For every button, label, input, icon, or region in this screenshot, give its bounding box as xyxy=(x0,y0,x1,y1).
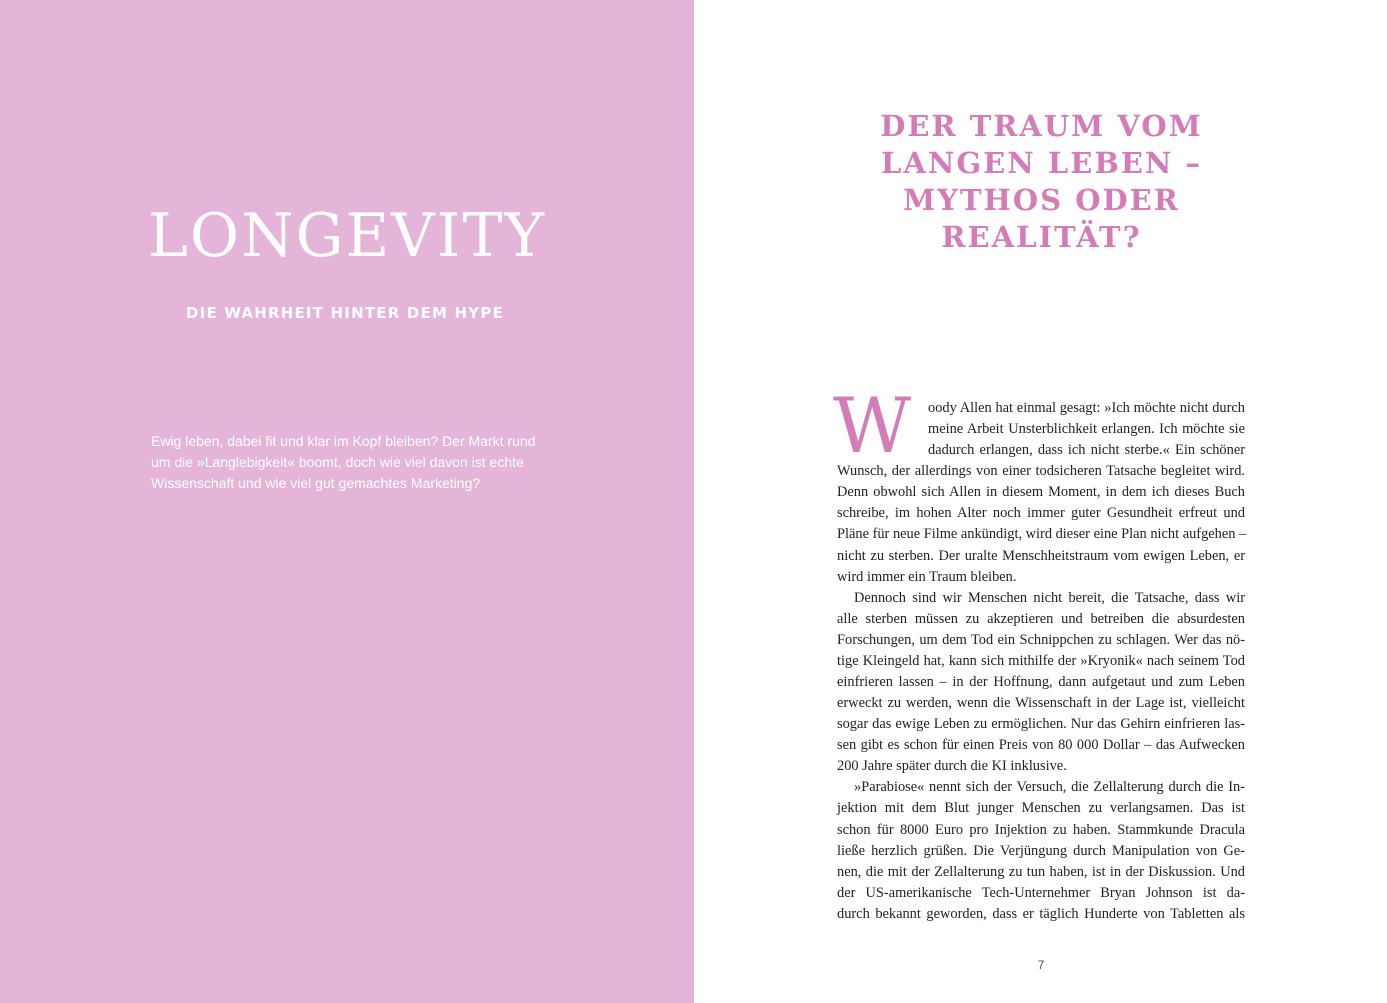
text-line: ließe herzlich grüßen. Die Verjüngung durch Manipulation von Ge- xyxy=(837,842,1245,859)
text-line: oody Allen hat einmal gesagt: »Ich möchte nicht durch xyxy=(928,400,1245,416)
page-number: 7 xyxy=(1037,958,1045,972)
text-line: sogar das ewige Leben zu ermöglichen. Nur das Gehirn einfrieren las- xyxy=(837,716,1245,733)
book-title: LONGEVITY xyxy=(148,201,546,271)
text-line: Dennoch sind wir Menschen nicht bereit, die Tatsache, dass wir xyxy=(854,589,1245,606)
drop-cap: W xyxy=(833,381,912,470)
chapter-title-line: DER TRAUM VOM xyxy=(880,109,1203,143)
teaser-line: Ewig leben, dabei fit und klar im Kopf bleiben? Der Markt rund xyxy=(151,433,536,449)
text-line: Pläne für neue Filme ankündigt, wird dieser eine Plan nicht aufgehen – xyxy=(837,526,1247,543)
chapter-title-line: LANGEN LEBEN – xyxy=(880,146,1203,180)
paragraph-3 xyxy=(837,777,1245,925)
body-text xyxy=(833,381,1247,925)
text-line: 200 Jahre später durch die KI inklusive. xyxy=(837,758,1067,775)
chapter-title xyxy=(834,108,1249,256)
text-line: »Parabiose« nennt sich der Versuch, die Zellalterung durch die In- xyxy=(854,779,1245,796)
teaser-line: Wissenschaft und wie viel gut gemachtes Marketing? xyxy=(151,475,481,491)
text-line: alle sterben müssen zu akzeptieren und betreiben die absurdesten xyxy=(837,610,1245,627)
right-page xyxy=(694,0,1387,1003)
text-line: sen gibt es schon für einen Preis von 80 000 Dollar – das Aufwecken xyxy=(837,737,1245,754)
chapter-title-line: MYTHOS ODER xyxy=(903,183,1180,217)
text-line: dadurch erlangen, dass ich nicht sterbe.« Ein schöner xyxy=(928,442,1245,459)
chapter-title-line: REALITÄT? xyxy=(941,220,1142,254)
paragraph-2 xyxy=(837,588,1245,778)
book-subtitle: DIE WAHRHEIT HINTER DEM HYPE xyxy=(186,304,504,322)
teaser-text xyxy=(151,431,543,494)
text-line: meine Arbeit Unsterblichkeit erlangen. Ich möchte sie xyxy=(928,421,1245,438)
text-line: schon für 8000 Euro pro Injektion zu haben. Stammkunde Dracula xyxy=(837,821,1245,838)
text-line: der US-amerikanische Tech-Unternehmer Bryan Johnson ist da- xyxy=(837,884,1245,901)
text-line: wird immer ein Traum bleiben. xyxy=(837,568,1017,585)
text-line: durch bekannt geworden, dass er täglich Hunderte von Tabletten als xyxy=(837,905,1245,922)
text-line: Forschungen, um dem Tod ein Schnippchen zu schlagen. Wer das nö- xyxy=(837,631,1245,648)
text-line: jektion mit dem Blut junger Menschen zu verlangsamen. Das ist xyxy=(837,800,1245,817)
text-line: tige Kleingeld hat, kann sich mithilfe der »Kryonik« nach seinem Tod xyxy=(837,652,1245,669)
text-line: nen, die mit der Zellalterung zu tun haben, ist in der Diskussion. Und xyxy=(837,863,1245,880)
text-line: nicht zu sterben. Der uralte Menschheitstraum vom ewigen Leben, er xyxy=(837,547,1245,564)
text-line: schreibe, im hohen Alter noch immer guter Gesundheit erfreut und xyxy=(837,505,1245,522)
text-line: einfrieren lassen – in der Hoffnung, dann aufgetaut und zum Leben xyxy=(837,674,1245,691)
text-line: Denn obwohl sich Allen in diesem Moment, in dem ich dieses Buch xyxy=(837,484,1245,501)
text-line: erweckt zu werden, wenn die Wissenschaft in der Lage ist, vielleicht xyxy=(837,695,1245,712)
teaser-line: um die »Langlebigkeit« boomt, doch wie viel davon ist echte xyxy=(151,454,524,470)
text-line: Wunsch, der allerdings von einer todsicheren Tatsache begleitet wird. xyxy=(837,463,1245,480)
